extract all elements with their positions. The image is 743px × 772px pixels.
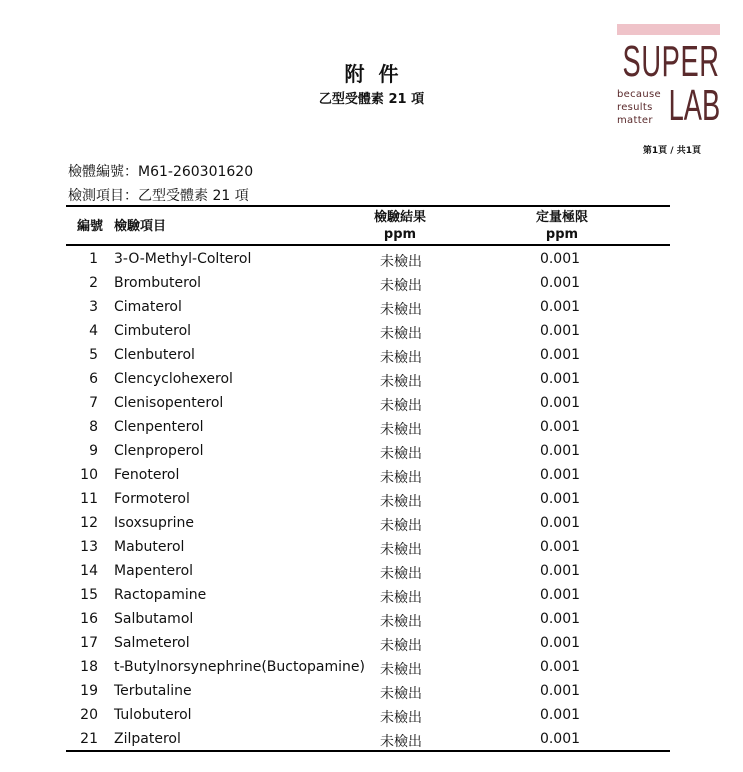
row-item-name: Salmeterol xyxy=(114,635,190,651)
row-result: 未檢出 xyxy=(380,734,422,750)
header-limit-unit: ppm xyxy=(545,227,579,242)
table-row xyxy=(66,560,670,584)
row-result: 未檢出 xyxy=(380,710,422,726)
row-number: 16 xyxy=(80,611,98,627)
row-limit: 0.001 xyxy=(539,563,581,579)
table-row xyxy=(66,440,670,464)
header-no: 編號 xyxy=(76,219,103,234)
row-limit: 0.001 xyxy=(539,323,581,339)
table-row xyxy=(66,488,670,512)
logo-tagline-2: results xyxy=(617,102,653,113)
table-row xyxy=(66,320,670,344)
header-limit-label: 定量極限 xyxy=(535,210,588,225)
row-number: 7 xyxy=(89,395,98,411)
row-number: 20 xyxy=(80,707,98,723)
table-row xyxy=(66,296,670,320)
row-number: 4 xyxy=(89,323,98,339)
row-item-name: Formoterol xyxy=(114,491,190,507)
row-result: 未檢出 xyxy=(380,374,422,390)
row-item-name: Mabuterol xyxy=(114,539,185,555)
row-result: 未檢出 xyxy=(380,638,422,654)
table-row xyxy=(66,464,670,488)
row-result: 未檢出 xyxy=(380,518,422,534)
row-number: 6 xyxy=(89,371,98,387)
row-limit: 0.001 xyxy=(539,419,581,435)
table-row xyxy=(66,512,670,536)
document-title: 附件 xyxy=(344,62,413,86)
row-result: 未檢出 xyxy=(380,542,422,558)
superlab-logo xyxy=(612,22,722,130)
document-subtitle: 乙型受體素 21 項 xyxy=(318,92,425,107)
row-number: 9 xyxy=(89,443,98,459)
row-item-name: Zilpaterol xyxy=(114,731,181,747)
row-result: 未檢出 xyxy=(380,590,422,606)
row-item-name: Cimbuterol xyxy=(114,323,192,339)
row-result: 未檢出 xyxy=(380,398,422,414)
row-number: 12 xyxy=(80,515,98,531)
row-limit: 0.001 xyxy=(539,515,581,531)
row-number: 17 xyxy=(80,635,98,651)
row-item-name: Brombuterol xyxy=(114,275,202,291)
row-number: 15 xyxy=(80,587,98,603)
row-item-name: Ractopamine xyxy=(114,587,207,603)
row-limit: 0.001 xyxy=(539,467,581,483)
row-number: 21 xyxy=(80,731,98,747)
logo-accent-bar xyxy=(617,24,720,35)
logo-word-super: SUPER xyxy=(622,37,720,86)
row-number: 10 xyxy=(80,467,98,483)
header-limit xyxy=(522,209,602,243)
row-item-name: Clenpenterol xyxy=(114,419,204,435)
header-result-label: 檢驗結果 xyxy=(373,210,426,225)
row-item-name: Clenproperol xyxy=(114,443,204,459)
sample-id: 檢體編號：M61-260301620 xyxy=(68,164,254,180)
row-item-name: Clenisopenterol xyxy=(114,395,224,411)
row-limit: 0.001 xyxy=(539,659,581,675)
row-limit: 0.001 xyxy=(539,731,581,747)
row-number: 13 xyxy=(80,539,98,555)
row-number: 18 xyxy=(80,659,98,675)
table-row xyxy=(66,728,670,752)
row-number: 8 xyxy=(89,419,98,435)
table-row xyxy=(66,608,670,632)
table-row xyxy=(66,272,670,296)
header-result-unit: ppm xyxy=(383,227,417,242)
row-result: 未檢出 xyxy=(380,614,422,630)
table-row xyxy=(66,416,670,440)
row-item-name: Clencyclohexerol xyxy=(114,371,233,387)
table-header-rule xyxy=(66,244,670,246)
row-result: 未檢出 xyxy=(380,470,422,486)
row-limit: 0.001 xyxy=(539,395,581,411)
table-row xyxy=(66,248,670,272)
row-item-name: 3-O-Methyl-Colterol xyxy=(114,251,252,267)
row-item-name: Clenbuterol xyxy=(114,347,195,363)
row-limit: 0.001 xyxy=(539,707,581,723)
row-item-name: Fenoterol xyxy=(114,467,180,483)
row-item-name: Terbutaline xyxy=(114,683,192,699)
row-item-name: Mapenterol xyxy=(114,563,194,579)
row-limit: 0.001 xyxy=(539,275,581,291)
row-item-name: Cimaterol xyxy=(114,299,182,315)
logo-tagline-3: matter xyxy=(617,115,653,126)
row-limit: 0.001 xyxy=(539,611,581,627)
table-row xyxy=(66,536,670,560)
row-result: 未檢出 xyxy=(380,326,422,342)
row-number: 5 xyxy=(89,347,98,363)
row-limit: 0.001 xyxy=(539,299,581,315)
table-row xyxy=(66,584,670,608)
row-result: 未檢出 xyxy=(380,422,422,438)
header-name: 檢驗項目 xyxy=(114,219,167,234)
table-row xyxy=(66,680,670,704)
row-limit: 0.001 xyxy=(539,683,581,699)
row-limit: 0.001 xyxy=(539,251,581,267)
row-number: 11 xyxy=(80,491,98,507)
row-result: 未檢出 xyxy=(380,254,422,270)
table-row xyxy=(66,632,670,656)
row-limit: 0.001 xyxy=(539,491,581,507)
row-result: 未檢出 xyxy=(380,302,422,318)
row-number: 14 xyxy=(80,563,98,579)
row-item-name: Tulobuterol xyxy=(114,707,192,723)
row-number: 19 xyxy=(80,683,98,699)
row-result: 未檢出 xyxy=(380,446,422,462)
page-info: 第1頁 / 共1頁 xyxy=(642,146,701,156)
row-number: 3 xyxy=(89,299,98,315)
row-result: 未檢出 xyxy=(380,662,422,678)
row-limit: 0.001 xyxy=(539,443,581,459)
table-row xyxy=(66,392,670,416)
row-result: 未檢出 xyxy=(380,566,422,582)
row-limit: 0.001 xyxy=(539,539,581,555)
table-row xyxy=(66,368,670,392)
row-item-name: t-Butylnorsynephrine(Buctopamine) xyxy=(114,659,365,675)
row-item-name: Isoxsuprine xyxy=(114,515,195,531)
row-item-name: Salbutamol xyxy=(114,611,194,627)
row-limit: 0.001 xyxy=(539,347,581,363)
row-limit: 0.001 xyxy=(539,371,581,387)
row-result: 未檢出 xyxy=(380,494,422,510)
row-number: 1 xyxy=(89,251,98,267)
table-row xyxy=(66,344,670,368)
table-bottom-rule xyxy=(66,750,670,752)
table-row xyxy=(66,656,670,680)
row-result: 未檢出 xyxy=(380,278,422,294)
row-result: 未檢出 xyxy=(380,686,422,702)
logo-word-lab: LAB xyxy=(668,81,720,130)
table-row xyxy=(66,704,670,728)
row-limit: 0.001 xyxy=(539,587,581,603)
row-limit: 0.001 xyxy=(539,635,581,651)
logo-tagline-1: because xyxy=(617,89,661,100)
table-top-rule xyxy=(66,205,670,207)
header-result xyxy=(360,209,440,243)
test-item: 檢測項目：乙型受體素 21 項 xyxy=(68,188,249,204)
row-result: 未檢出 xyxy=(380,350,422,366)
row-number: 2 xyxy=(89,275,98,291)
